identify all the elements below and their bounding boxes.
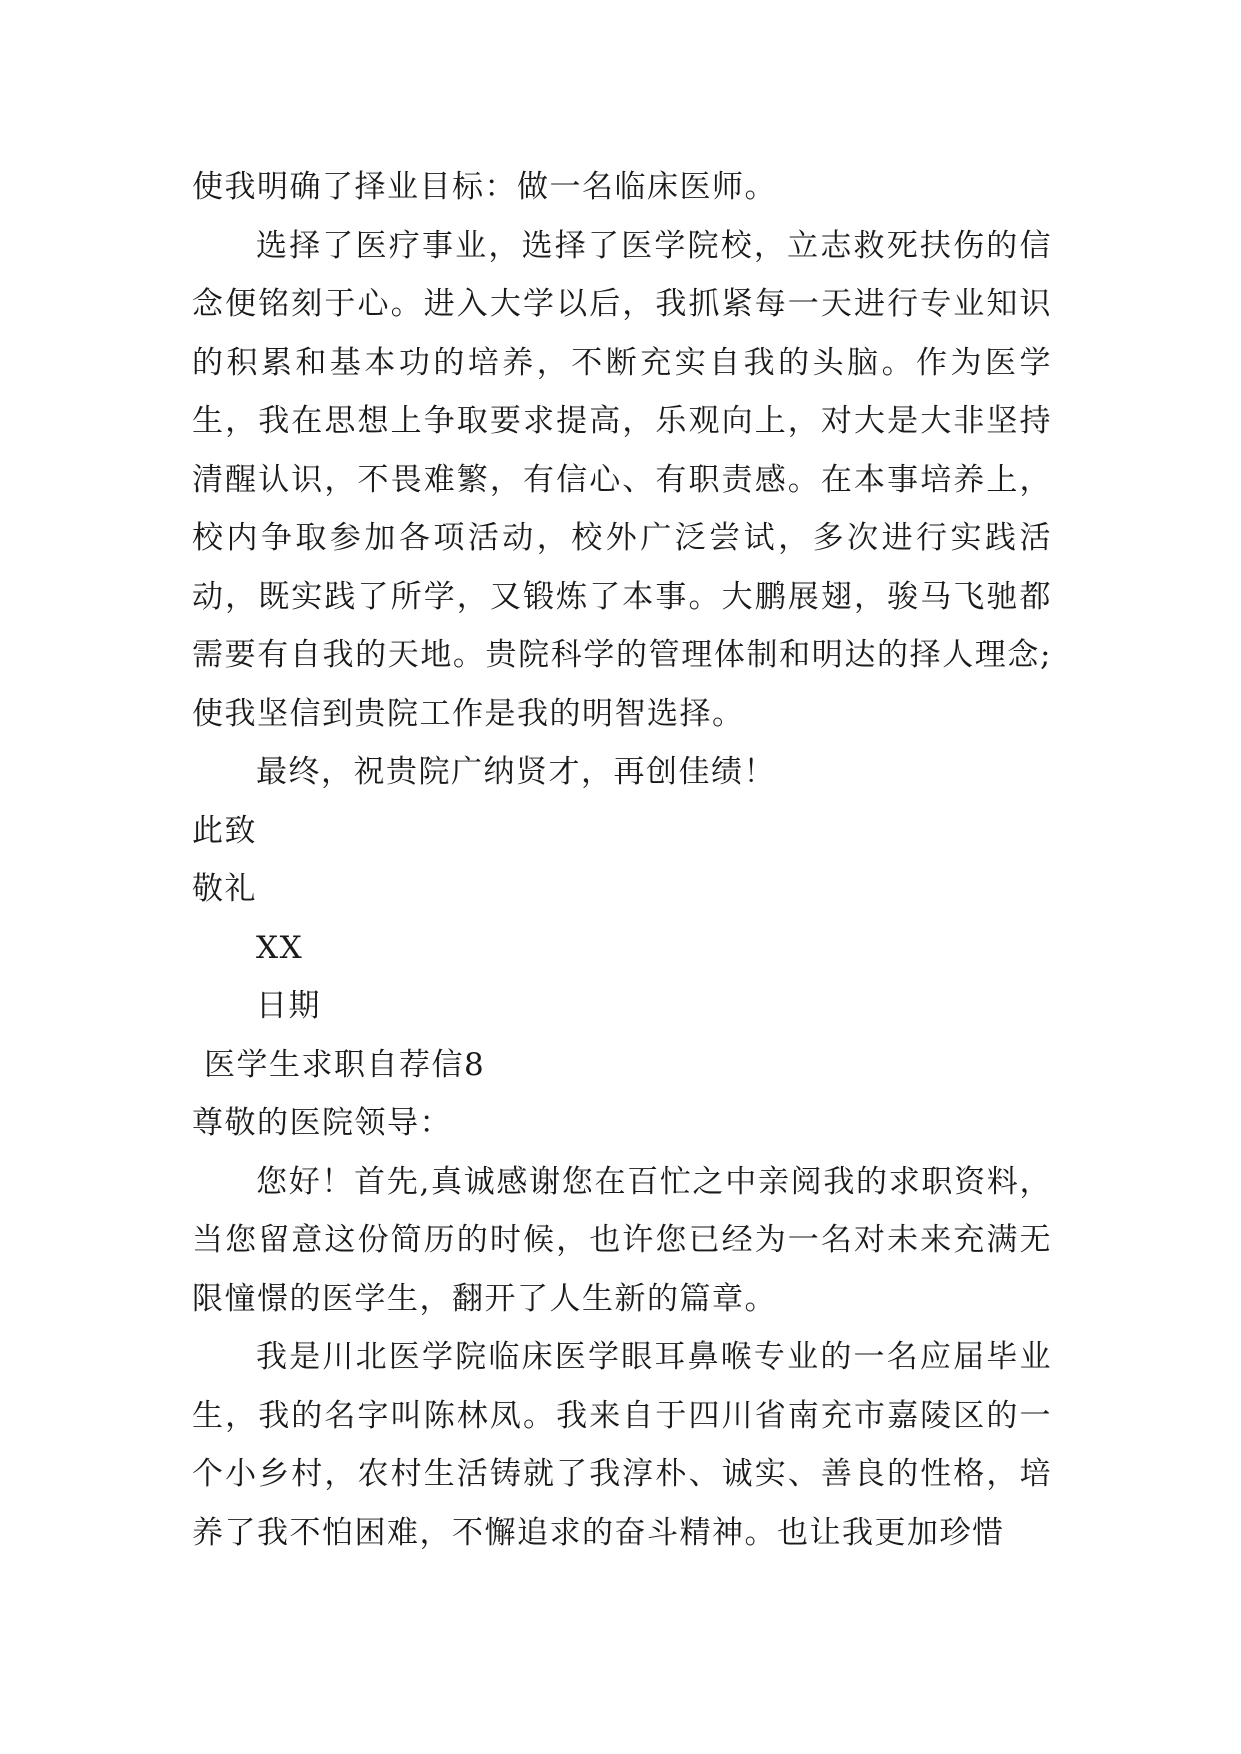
- paragraph-introduction: 我是川北医学院临床医学眼耳鼻喉专业的一名应届毕业生，我的名字叫陈林凤。我来自于四川省南充市嘉陵区的一个小乡村，农村生活铸就了我淳朴、诚实、善良的性格，培养了我不怕困难，不懈追求的奋斗精神。也让我更加珍惜: [192, 1339, 1052, 1551]
- paragraph-thanks: 您好！首先,真诚感谢您在百忙之中亲阅我的求职资料，当您留意这份简历的时候，也许您已经为一名对未来充满无限憧憬的医学生，翻开了人生新的篇章。: [192, 1163, 1052, 1317]
- section-heading: 医学生求职自荐信8: [204, 1046, 486, 1083]
- paragraph-medical-choice: 选择了医疗事业，选择了医学院校，立志救死扶伤的信念便铭刻于心。进入大学以后，我抓紧每一天进行专业知识的积累和基本功的培养，不断充实自我的头脑。作为医学生，我在思想上争取要求提高，乐观向上，对大是大非坚持清醒认识，不畏难繁，有信心、有职责感。在本事培养上，校内争取参加各项活动，校外广泛尝试，多次进行实践活动，既实践了所学，又锻炼了本事。大鹏展翅，骏马飞驰都需要有自我的天地。贵院科学的管理体制和明达的择人理念;使我坚信到贵院工作是我的明智选择。: [192, 227, 1052, 732]
- salutation-cizhi: 此致: [192, 812, 257, 849]
- salutation-jingli: 敬礼: [192, 871, 257, 907]
- greeting-line: 尊敬的医院领导：: [192, 1105, 452, 1141]
- paragraph-closing-wish: 最终，祝贵院广纳贤才，再创佳绩！: [256, 754, 776, 790]
- letter-body: [192, 158, 1052, 1562]
- signature-date: 日期: [256, 988, 321, 1024]
- signature-name: XX: [256, 929, 304, 966]
- paragraph-career-goal: 使我明确了择业目标：做一名临床医师。: [192, 169, 777, 205]
